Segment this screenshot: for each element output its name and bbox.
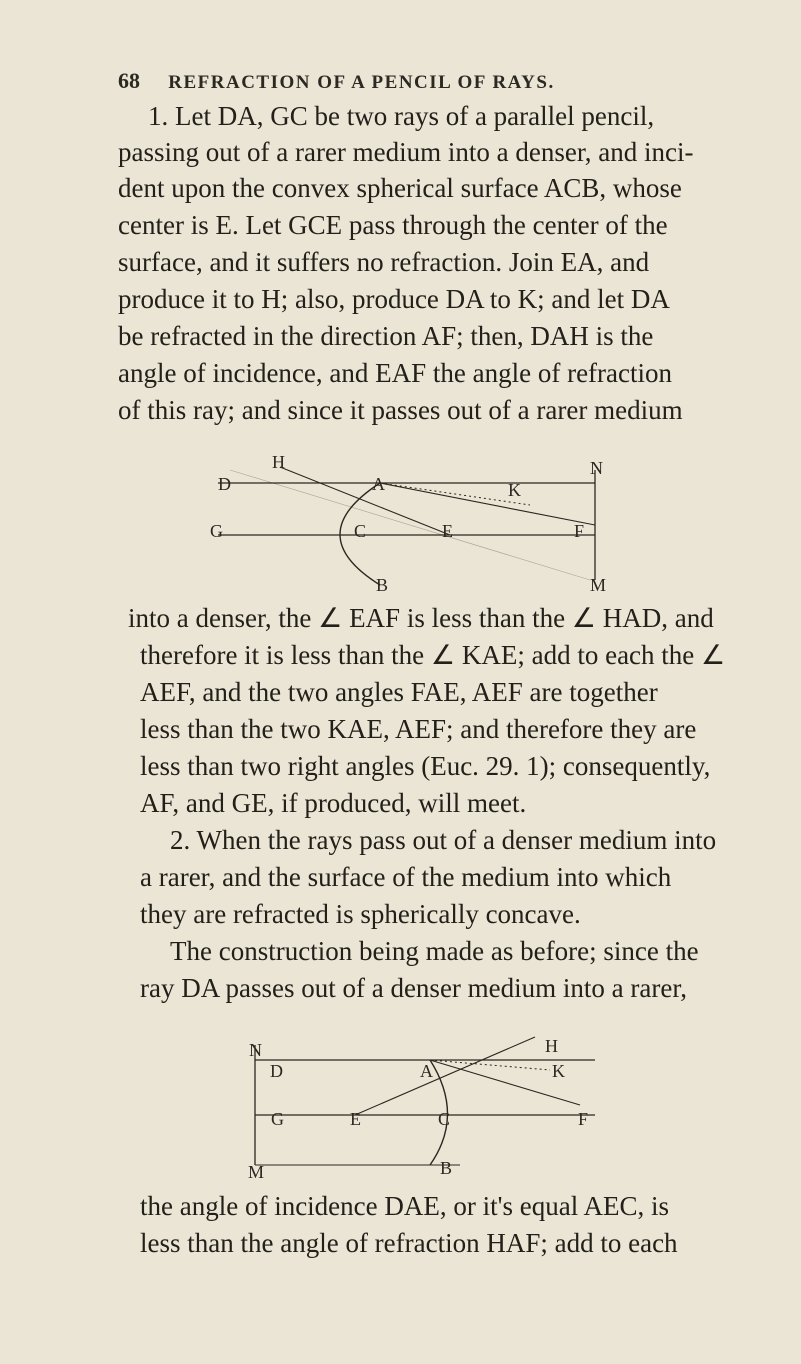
figure1-label-C: C <box>354 521 367 541</box>
text-line: a rarer, and the surface of the medium into which <box>140 862 672 892</box>
figure-convex-surface <box>200 445 640 595</box>
figure2-label-G: G <box>271 1109 284 1129</box>
text-line: of this ray; and since it passes out of a rarer medium <box>118 395 683 425</box>
text-line: less than two right angles (Euc. 29. 1); consequently, <box>140 751 711 781</box>
running-title: REFRACTION OF A PENCIL OF RAYS. <box>168 72 555 93</box>
text-line: dent upon the convex spherical surface ACB, whose <box>118 173 682 203</box>
figure1-label-E: E <box>442 521 453 541</box>
figure2-label-C: C <box>438 1109 451 1129</box>
text-line: less than the angle of refraction HAF; add to each <box>140 1228 678 1258</box>
figure2-label-A: A <box>420 1061 433 1081</box>
figure1-label-F: F <box>574 521 585 541</box>
text-line: The construction being made as before; since the <box>170 936 699 966</box>
figure1-label-H: H <box>272 452 285 472</box>
page-number: 68 <box>118 68 140 93</box>
figure1-label-N: N <box>590 458 603 478</box>
figure1-label-K: K <box>508 480 521 500</box>
figure2-label-N: N <box>249 1040 262 1060</box>
figure2-label-K: K <box>552 1061 565 1081</box>
figure2-label-D: D <box>270 1061 283 1081</box>
text-line: ray DA passes out of a denser medium into a rarer, <box>140 973 688 1003</box>
text-line: 1. Let DA, GC be two rays of a parallel pencil, <box>148 101 655 131</box>
text-line: 2. When the rays pass out of a denser medium into <box>170 825 717 855</box>
text-line: they are refracted is spherically concave. <box>140 899 581 929</box>
figure2-label-F: F <box>578 1109 589 1129</box>
running-header <box>118 68 718 94</box>
text-line: into a denser, the ∠ EAF is less than the ∠ HAD, and <box>128 603 714 633</box>
text-line: therefore it is less than the ∠ KAE; add to each the ∠ <box>140 640 726 670</box>
figure2-label-B: B <box>440 1158 453 1178</box>
figure1-label-A: A <box>372 474 385 494</box>
figure1-label-G: G <box>210 521 223 541</box>
text-line: produce it to H; also, produce DA to K; and let DA <box>118 284 670 314</box>
text-line: AEF, and the two angles FAE, AEF are together <box>140 677 658 707</box>
text-line: center is E. Let GCE pass through the center of the <box>118 210 668 240</box>
text-line: less than the two KAE, AEF; and therefore they are <box>140 714 697 744</box>
text-line: angle of incidence, and EAF the angle of refraction <box>118 358 673 388</box>
text-line: surface, and it suffers no refraction. Join EA, and <box>118 247 650 277</box>
text-line: the angle of incidence DAE, or it's equal AEC, is <box>140 1191 669 1221</box>
text-line: passing out of a rarer medium into a denser, and inci- <box>118 137 694 167</box>
figure2-label-H: H <box>545 1036 558 1056</box>
figure1-label-B: B <box>376 575 389 595</box>
text-line: AF, and GE, if produced, will meet. <box>140 788 527 818</box>
figure1-label-M: M <box>590 575 607 595</box>
text-line: be refracted in the direction AF; then, DAH is the <box>118 321 654 351</box>
figure2-label-M: M <box>248 1162 265 1182</box>
figure2-label-E: E <box>350 1109 361 1129</box>
figure1-label-D: D <box>218 474 231 494</box>
